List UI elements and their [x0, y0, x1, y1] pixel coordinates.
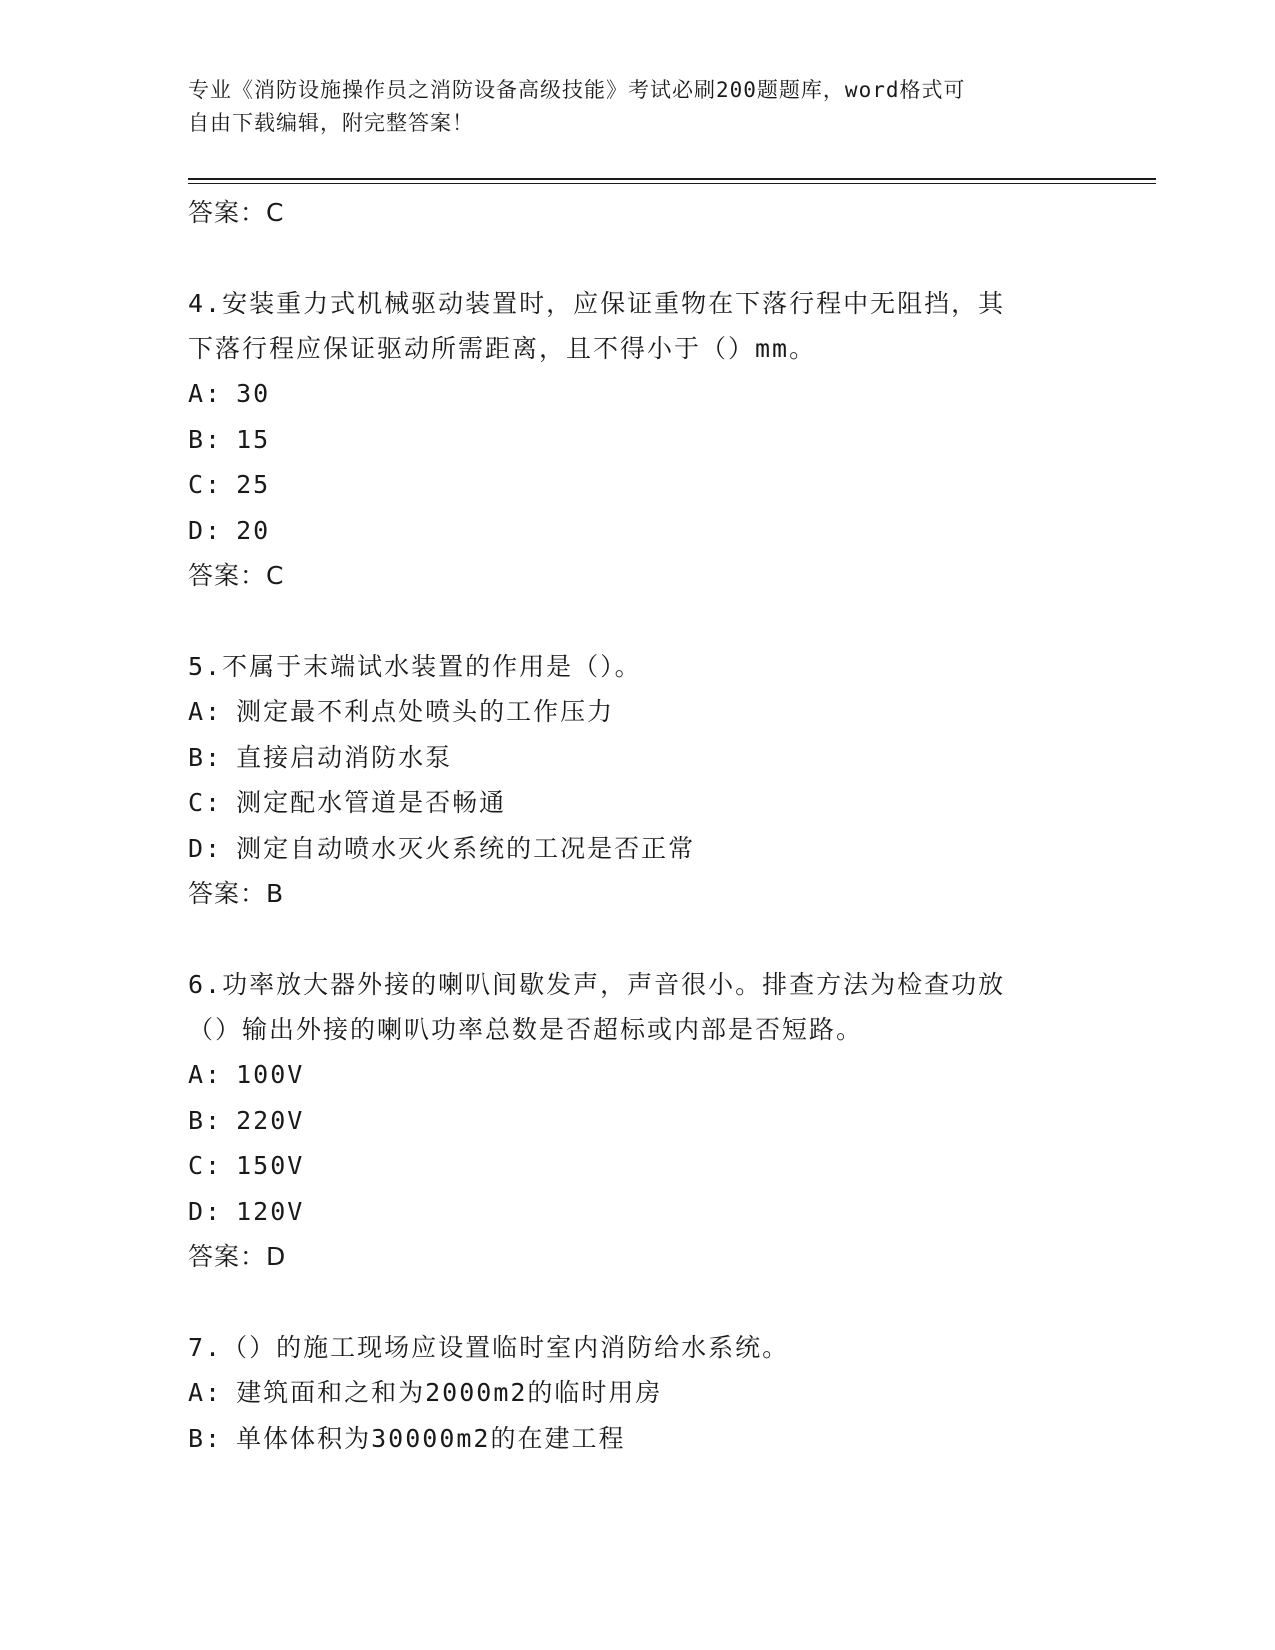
option-text: 测定最不利点处喷头的工作压力: [236, 697, 615, 726]
answer-line: 答案：D: [188, 1242, 287, 1271]
option-text: 20: [236, 515, 271, 545]
option-text: 测定自动喷水灭火系统的工况是否正常: [236, 833, 696, 863]
question-list: [188, 190, 1068, 1461]
option-d: [188, 1189, 1068, 1235]
option-label: D:: [188, 833, 223, 863]
option-label: C:: [188, 788, 223, 817]
question-stem-cont: （）输出外接的喇叭功率总数是否超标或内部是否短路。: [188, 1015, 864, 1044]
option-c: [188, 462, 1068, 508]
option-text: 单体体积为30000m2的在建工程: [236, 1423, 626, 1453]
option-d: [188, 826, 1068, 872]
option-text: 测定配水管道是否畅通: [236, 788, 507, 817]
option-text: 30: [236, 379, 271, 408]
document-header: [188, 74, 1068, 140]
option-text: 直接启动消防水泵: [236, 742, 453, 772]
option-label: A:: [188, 379, 223, 408]
option-a: [188, 371, 1068, 417]
option-label: D:: [188, 515, 223, 545]
question-block: [188, 1325, 1068, 1461]
header-line-1: 专业《消防设施操作员之消防设备高级技能》考试必刷200题题库，word格式可: [188, 78, 966, 102]
option-label: A:: [188, 1060, 223, 1089]
option-label: A:: [188, 1378, 223, 1407]
header-rule-thin: [188, 183, 1156, 184]
option-b: [188, 417, 1068, 463]
option-b: [188, 1416, 1068, 1462]
option-c: [188, 780, 1068, 826]
option-a: [188, 1052, 1068, 1098]
header-line-2: 自由下载编辑，附完整答案！: [188, 111, 474, 135]
option-text: 25: [236, 470, 271, 499]
answer-line: 答案：B: [188, 879, 285, 908]
answer-line: 答案：C: [188, 198, 285, 227]
option-a: [188, 689, 1068, 735]
option-label: C:: [188, 470, 223, 499]
question-stem: 4.安装重力式机械驱动装置时，应保证重物在下落行程中无阻挡，其: [188, 289, 1006, 318]
option-label: C:: [188, 1151, 223, 1180]
option-label: A:: [188, 697, 223, 726]
option-c: [188, 1143, 1068, 1189]
option-d: [188, 508, 1068, 554]
option-label: D:: [188, 1196, 223, 1226]
question-stem-cont: 下落行程应保证驱动所需距离，且不得小于（）mm。: [188, 334, 817, 363]
option-text: 120V: [236, 1196, 305, 1226]
option-text: 建筑面和之和为2000m2的临时用房: [236, 1378, 663, 1407]
answer-line: 答案：C: [188, 561, 285, 590]
option-label: B:: [188, 424, 223, 454]
option-text: 220V: [236, 1105, 305, 1135]
question-block: [188, 644, 1068, 916]
option-label: B:: [188, 1423, 223, 1453]
question-block: [188, 962, 1068, 1279]
question-block: [188, 281, 1068, 598]
option-a: [188, 1370, 1068, 1416]
question-stem: 6.功率放大器外接的喇叭间歇发声，声音很小。排查方法为检查功放: [188, 970, 1006, 999]
option-text: 15: [236, 424, 271, 454]
option-label: B:: [188, 1105, 223, 1135]
header-rule-thick: [188, 178, 1156, 180]
question-stem: 7.（）的施工现场应设置临时室内消防给水系统。: [188, 1333, 790, 1362]
option-text: 150V: [236, 1151, 305, 1180]
option-b: [188, 735, 1068, 781]
option-label: B:: [188, 742, 223, 772]
option-text: 100V: [236, 1060, 305, 1089]
question-stem: 5.不属于末端试水装置的作用是（）。: [188, 652, 642, 681]
option-b: [188, 1098, 1068, 1144]
